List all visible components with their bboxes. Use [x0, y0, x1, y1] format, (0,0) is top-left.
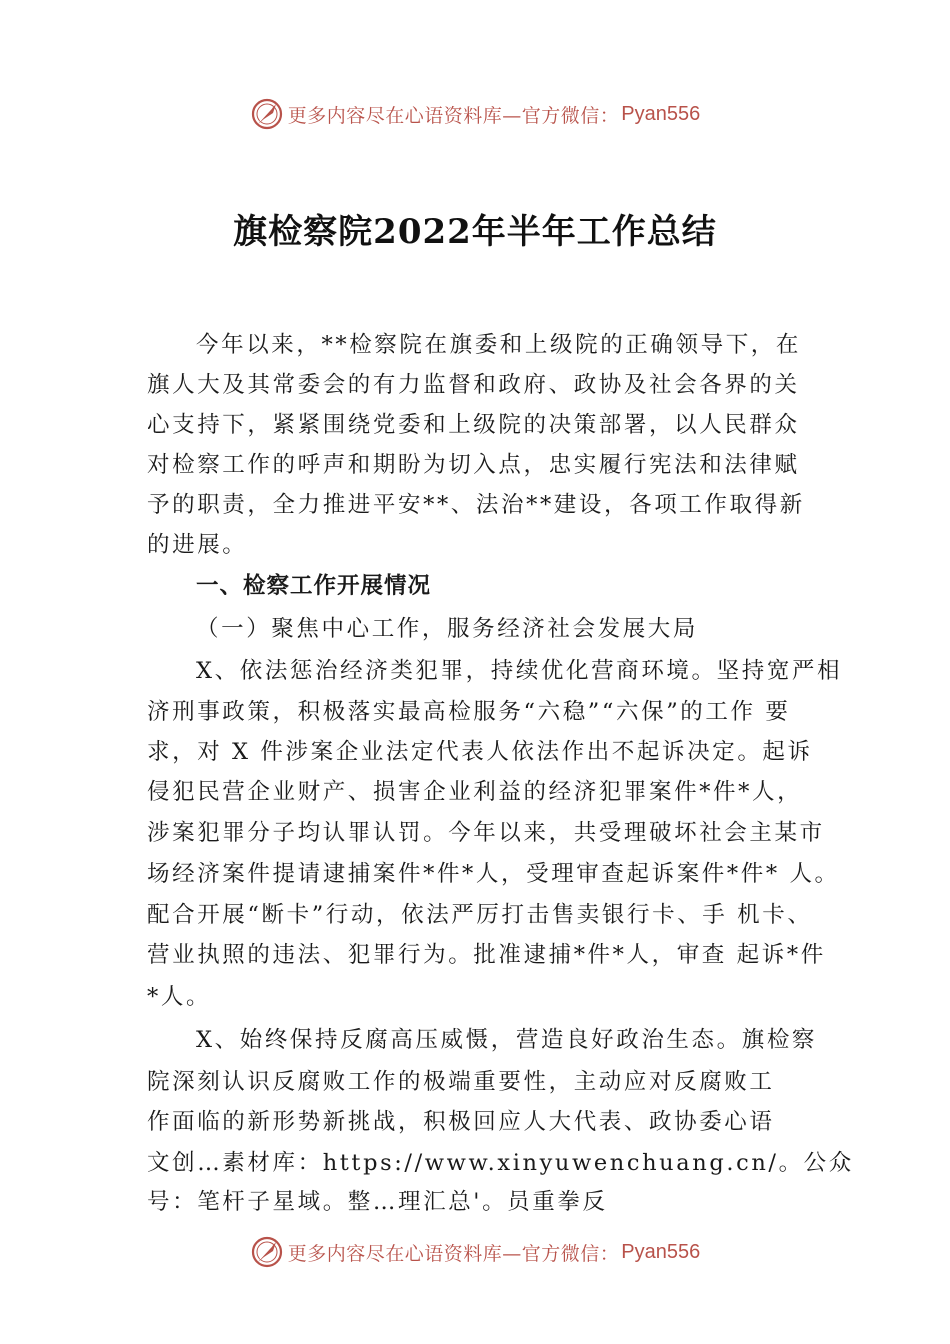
- paragraph-line: X、始终保持反腐高压威慑，营造良好政治生态。旗检察: [196, 1027, 818, 1053]
- paragraph-line: 心支持下，紧紧围绕党委和上级院的决策部署，以人民群众: [147, 412, 800, 438]
- paragraph-line: *人。: [147, 984, 212, 1010]
- watermark-text: 更多内容尽在心语资料库—官方微信：: [287, 104, 620, 127]
- subsection-heading: （一）聚焦中心工作，服务经济社会发展大局: [196, 616, 699, 642]
- paragraph-line: 作面临的新形势新挑战，积极回应人大代表、政协委心语: [147, 1109, 775, 1135]
- page-title: 旗检察院2022年半年工作总结: [233, 212, 717, 252]
- paragraph-line: 旗人大及其常委会的有力监督和政府、政协及社会各界的关: [147, 372, 800, 398]
- paragraph-line: 济刑事政策，积极落实最高检服务“六稳”“六保”的工作 要: [147, 699, 791, 725]
- quill-seal-icon: [250, 97, 284, 131]
- paragraph-line: 的进展。: [147, 532, 248, 558]
- paragraph-line: 求，对 X 件涉案企业法定代表人依法作出不起诉决定。起诉: [147, 739, 813, 765]
- paragraph-line: 今年以来，**检察院在旗委和上级院的正确领导下，在: [196, 332, 802, 358]
- watermark-wechat-id: Pyan556: [621, 1240, 701, 1263]
- paragraph-line: 文创…素材库：https://www.xinyuwenchuang.cn/。公众: [147, 1150, 854, 1176]
- watermark-wechat-id: Pyan556: [621, 102, 701, 125]
- paragraph-line: 营业执照的违法、犯罪行为。批准逮捕*件*人，审查 起诉*件: [147, 942, 826, 968]
- watermark-text: 更多内容尽在心语资料库—官方微信：: [287, 1242, 620, 1265]
- watermark-footer: [0, 1232, 950, 1272]
- paragraph-line: 对检察工作的呼声和期盼为切入点，忠实履行宪法和法律赋: [147, 452, 800, 478]
- watermark-header: [0, 94, 950, 134]
- paragraph-line: 配合开展“断卡”行动，依法严厉打击售卖银行卡、手 机卡、: [147, 902, 813, 928]
- section-heading: 一、检察工作开展情况: [196, 573, 432, 599]
- paragraph-line: 予的职责，全力推进平安**、法治**建设，各项工作取得新: [147, 492, 805, 518]
- paragraph-line: X、依法惩治经济类犯罪，持续优化营商环境。坚持宽严相: [196, 658, 843, 684]
- paragraph-line: 场经济案件提请逮捕案件*件*人，受理审查起诉案件*件* 人。: [147, 861, 840, 887]
- paragraph-line: 侵犯民营企业财产、损害企业利益的经济犯罪案件*件*人，: [147, 779, 803, 805]
- paragraph-line: 号：笔杆子星域。整…理汇总'。员重拳反: [147, 1189, 608, 1215]
- paragraph-line: 院深刻认识反腐败工作的极端重要性，主动应对反腐败工: [147, 1069, 775, 1095]
- paragraph-line: 涉案犯罪分子均认罪认罚。今年以来，共受理破坏社会主某市: [147, 820, 825, 846]
- quill-seal-icon: [250, 1235, 284, 1269]
